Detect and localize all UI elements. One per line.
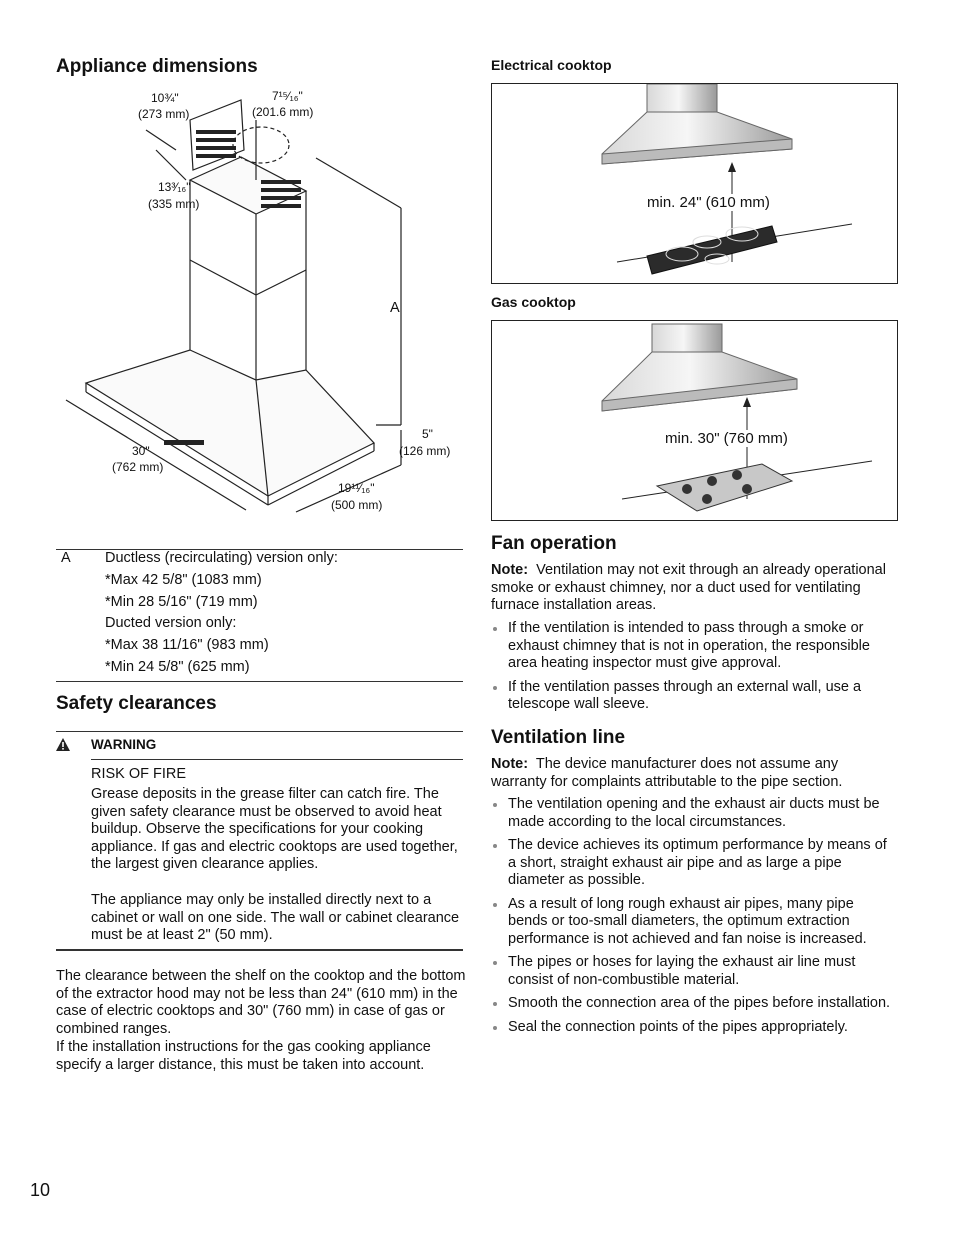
dims-line: Ductless (recirculating) version only: [105, 550, 338, 566]
ventilation-line-heading: Ventilation line [491, 727, 626, 748]
fan-note [491, 562, 896, 615]
dim-w2-mm: (201.6 mm) [252, 105, 314, 119]
risk-of-fire: RISK OF FIRE [91, 766, 187, 782]
dim-d1: 13³⁄₁₆" [158, 180, 191, 194]
dim-h1-mm: (126 mm) [399, 444, 451, 458]
gas-min-clearance: min. 30" (760 mm) [665, 430, 788, 447]
clearance-paragraph-1: The clearance between the shelf on the cooktop and the bottom of the extractor hood may not be less than 24" (610 mm) in the case of electric cooktops and 30" (760 mm) in case of gas or combined ranges. [56, 968, 466, 1037]
appliance-dimensions-heading: Appliance dimensions [56, 56, 258, 77]
warning-label: WARNING [91, 737, 157, 752]
safety-clearances-heading: Safety clearances [56, 693, 217, 714]
dim-w2: 7¹⁵⁄₁₆" [272, 89, 303, 103]
list-item: Smooth the connection area of the pipes before installation. [491, 995, 896, 1013]
list-item: If the ventilation is intended to pass through a smoke or exhaust chimney that is not in operation, the responsible area heating inspector must give approval. [491, 620, 896, 673]
gas-cooktop-heading: Gas cooktop [491, 294, 576, 310]
warning-paragraph-2: The appliance may only be installed directly next to a cabinet or wall on one side. The wall or cabinet clearance must be at least 2" (50 mm). [91, 892, 460, 943]
list-item: Seal the connection points of the pipes appropriately. [491, 1019, 896, 1037]
warning-bottom-rule [56, 949, 463, 951]
fan-note-text: Ventilation may not exit through an already operational smoke or exhaust chimney, nor a duct used for ventilating furnace installation areas. [491, 562, 886, 613]
fan-operation-heading: Fan operation [491, 533, 617, 554]
dims-table-values [105, 548, 338, 679]
electrical-cooktop-heading: Electrical cooktop [491, 57, 612, 73]
dims-line: *Max 38 11/16" (983 mm) [105, 637, 269, 654]
dim-a: A [390, 300, 400, 316]
fan-note-label: Note: [491, 562, 529, 578]
dim-d1-mm: (335 mm) [148, 197, 200, 211]
dims-line: *Max 42 5/8" (1083 mm) [105, 571, 262, 588]
warning-triangle-icon [56, 738, 70, 751]
electrical-cooktop-figure [491, 83, 898, 284]
list-item: If the ventilation passes through an external wall, use a telescope wall sleeve. [491, 679, 896, 714]
dim-h1: 5" [422, 427, 433, 441]
electrical-cooktop-drawing [492, 84, 897, 283]
gas-cooktop-drawing [492, 321, 897, 520]
clearance-paragraph-2: If the installation instructions for the gas cooking appliance specify a larger distance, this must be taken into account. [56, 1039, 431, 1073]
vent-note-label: Note: [491, 756, 529, 772]
dim-w1-mm: (273 mm) [138, 107, 190, 121]
list-item: The device achieves its optimum performance by means of a short, straight exhaust air pipe and as large a pipe diameter as possible. [491, 837, 896, 890]
vent-bullets [491, 796, 896, 1042]
warning-inner-rule [91, 759, 463, 760]
hood-dimension-diagram [56, 80, 466, 520]
vent-note [491, 756, 896, 791]
page-number: 10 [30, 1180, 51, 1200]
warning-top-rule [56, 731, 463, 732]
gas-cooktop-figure [491, 320, 898, 521]
list-item: The ventilation opening and the exhaust air ducts must be made according to the local circumstances. [491, 796, 896, 831]
list-item: The pipes or hoses for laying the exhaust air line must consist of non-combustible material. [491, 954, 896, 989]
dims-line: *Min 24 5/8" (625 mm) [105, 658, 250, 675]
dims-table-key: A [61, 550, 71, 566]
dim-w1: 10¾" [151, 91, 179, 105]
dim-d2-mm: (500 mm) [331, 498, 383, 512]
dim-w3-mm: (762 mm) [112, 460, 164, 474]
list-item: As a result of long rough exhaust air pipes, many pipe bends or too-small diameters, the optimum extraction performance is not achieved and fan noise is increased. [491, 896, 896, 949]
dim-w3: 30" [132, 444, 150, 458]
fan-bullets [491, 620, 896, 720]
dims-table-bottom-rule [56, 681, 463, 682]
dims-line: *Min 28 5/16" (719 mm) [105, 593, 258, 610]
dim-d2: 19¹¹⁄₁₆" [338, 481, 375, 495]
warning-paragraph-1: Grease deposits in the grease filter can catch fire. The given safety clearance must be observed to avoid heat buildup. Observe the specifications for your cooking appliance. If gas and electric cooktops are used together, the largest given clearance applies. [91, 786, 458, 872]
vent-note-text: The device manufacturer does not assume any warranty for complaints attributable to the pipe section. [491, 756, 843, 790]
dims-line: Ducted version only: [105, 615, 237, 632]
electrical-min-clearance: min. 24" (610 mm) [647, 194, 770, 211]
